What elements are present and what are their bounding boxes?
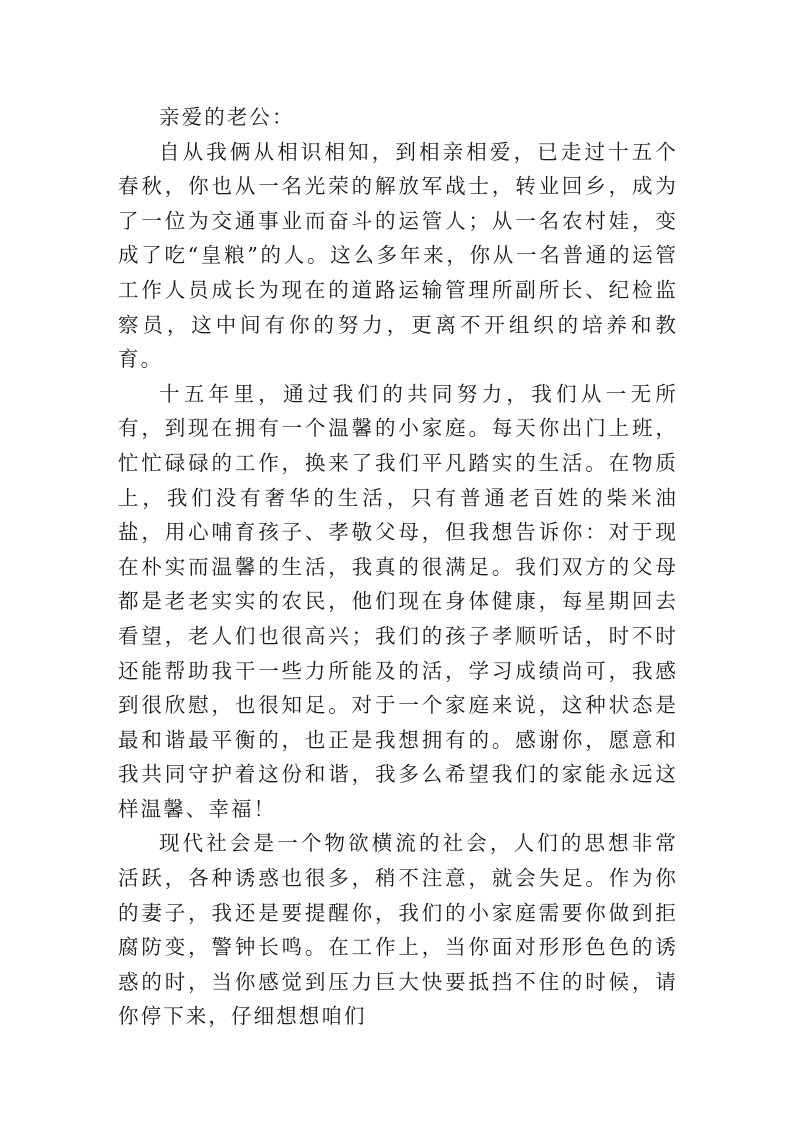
salutation: 亲爱的老公：	[159, 105, 295, 129]
letter-body	[118, 100, 678, 1034]
paragraph-3: 现代社会是一个物欲横流的社会，人们的思想非常活跃，各种诱惑也很多，稍不注意，就会失足。作为你的妻子，我还是要提醒你，我们的小家庭需要你做到拒腐防变，警钟长鸣。在工作上，当你面对形形色色的诱惑的时，当你感觉到压力巨大快要抵挡不住的时候，请你停下来，仔细想想咱们	[118, 831, 678, 1029]
paragraph-2: 十五年里，通过我们的共同努力，我们从一无所有，到现在拥有一个温馨的小家庭。每天你出门上班，忙忙碌碌的工作，换来了我们平凡踏实的生活。在物质上，我们没有奢华的生活，只有普通老百姓的柴米油盐，用心哺育孩子、孝敬父母，但我想告诉你：对于现在朴实而温馨的生活，我真的很满足。我们双方的父母都是老老实实的农民，他们现在身体健康，每星期回去看望，老人们也很高兴；我们的孩子孝顺听话，时不时还能帮助我干一些力所能及的活，学习成绩尚可，我感到很欣慰，也很知足。对于一个家庭来说，这种状态是最和谐最平衡的，也正是我想拥有的。感谢你，愿意和我共同守护着这份和谐，我多么希望我们的家能永远这样温馨、幸福！	[118, 381, 678, 821]
paragraph-1: 自从我俩从相识相知，到相亲相爱，已走过十五个春秋，你也从一名光荣的解放军战士，转业回乡，成为了一位为交通事业而奋斗的运管人；从一名农村娃，变成了吃“皇粮”的人。这么多年来，你从一名普通的运管工作人员成长为现在的道路运输管理所副所长、纪检监察员，这中间有你的努力，更离不开组织的培养和教育。	[118, 139, 678, 372]
